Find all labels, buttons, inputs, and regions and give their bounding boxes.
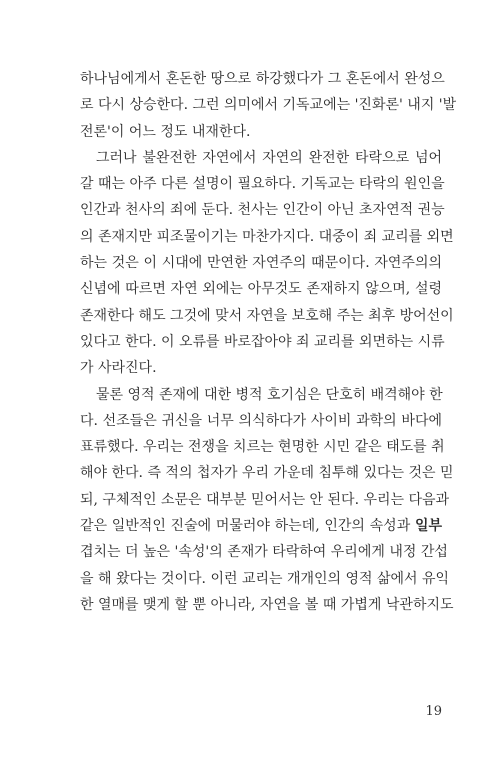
bold-word: 일부 [414,518,442,535]
text-line: 되, 구체적인 소문은 대부분 믿어서는 안 된다. 우리는 다음과 [80,491,450,508]
text-line: 가 사라진다. [80,360,157,377]
text-line: 신념에 따르면 자연 외에는 아무것도 존재하지 않으며, 설령 [80,281,442,298]
text-line: 있다고 한다. 이 오류를 바로잡아야 죄 교리를 외면하는 시류 [80,333,445,350]
text-line: 해야 한다. 즉 적의 첩자가 우리 가운데 침투해 있다는 것은 믿 [80,465,454,482]
text-line: 의 존재지만 피조물이기는 마찬가지다. 대중이 죄 교리를 외면 [80,228,454,245]
text-line: 그러나 불완전한 자연에서 자연의 완전한 타락으로 넘어 [96,149,442,166]
text-line: 하는 것은 이 시대에 만연한 자연주의 때문이다. 자연주의의 [80,255,442,272]
text-segment: 같은 일반적인 진술에 머물러야 하는데, 인간의 속성과 [80,518,415,535]
body-text [80,66,457,618]
page-number: 19 [425,704,442,719]
text-line: 전론'이 어느 정도 내재한다. [80,123,251,140]
text-line: 존재한다 해도 그것에 맞서 자연을 보호해 주는 최후 방어선이 [80,307,454,324]
text-line: 인간과 천사의 죄에 둔다. 천사는 인간이 아닌 초자연적 권능 [80,202,445,219]
text-line: 갈 때는 아주 다른 설명이 필요하다. 기독교는 타락의 원인을 [80,176,445,193]
text-line: 표류했다. 우리는 전쟁을 치르는 현명한 시민 같은 태도를 취 [80,439,445,456]
text-line: 로 다시 상승한다. 그런 의미에서 기독교에는 '진화론' 내지 '발 [80,97,457,114]
text-line: 한 열매를 맺게 할 뿐 아니라, 자연을 볼 때 가볍게 낙관하지도 [80,596,454,613]
text-line-with-bold [80,513,442,539]
text-line: 다. 선조들은 귀신을 너무 의식하다가 사이비 과학의 바다에 [80,412,442,429]
text-line: 물론 영적 존재에 대한 병적 호기심은 단호히 배격해야 한 [96,386,443,403]
text-line: 겹치는 더 높은 '속성'의 존재가 타락하여 우리에게 내정 간섭 [80,544,448,561]
text-line: 을 해 왔다는 것이다. 이런 교리는 개개인의 영적 삶에서 유익 [80,570,450,587]
text-line: 하나님에게서 혼돈한 땅으로 하강했다가 그 혼돈에서 완성으 [80,71,445,87]
